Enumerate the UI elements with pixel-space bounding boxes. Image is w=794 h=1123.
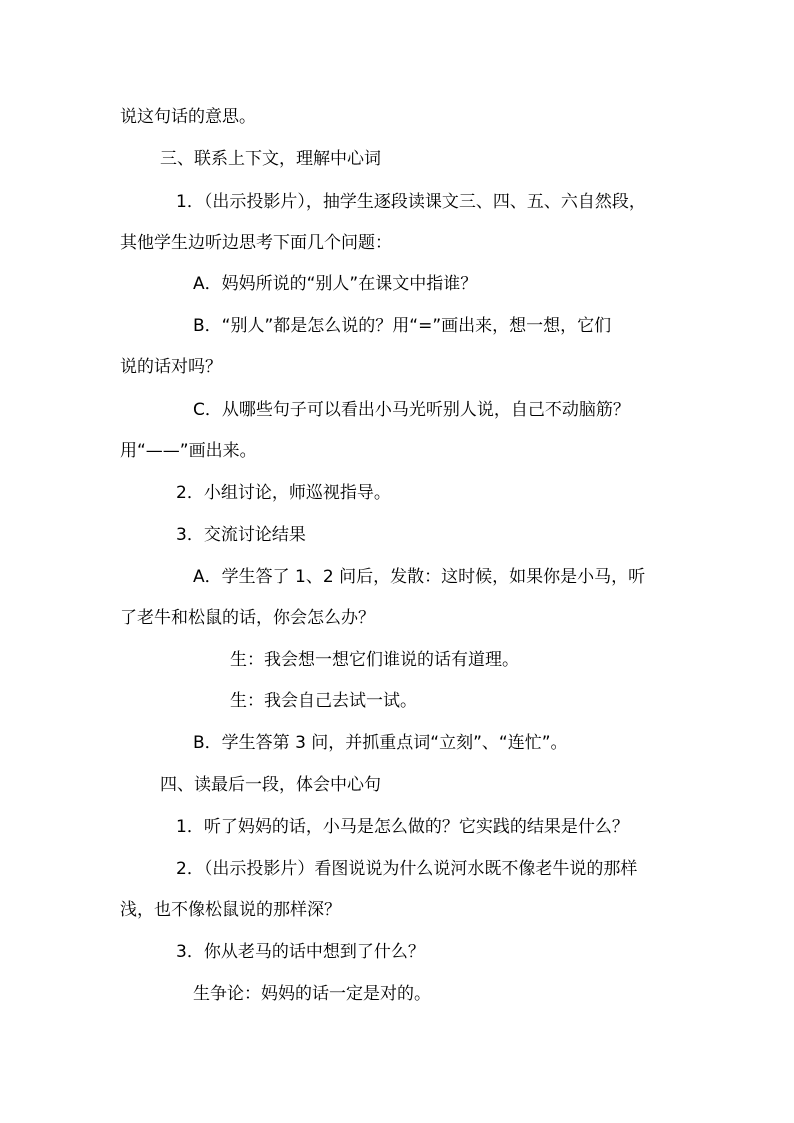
text-line: 了老牛和松鼠的话，你会怎么办？ [120,608,375,628]
question-line: B．学生答第 3 问，并抓重点词“立刻”、“连忙”。 [193,733,568,753]
text-line: 用“——”画出来。 [120,441,257,461]
student-answer: 生：我会想一想它们谁说的话有道理。 [230,650,519,670]
text-line: 2．小组讨论，师巡视指导。 [176,483,391,503]
text-line: 1．听了妈妈的话，小马是怎么做的？它实践的结果是什么？ [176,817,629,837]
text-line: 说的话对吗？ [120,357,222,377]
student-answer: 生争论：妈妈的话一定是对的。 [193,984,431,1004]
text-line: 其他学生边听边思考下面几个问题： [120,233,392,253]
text-line: 3．交流讨论结果 [176,525,306,545]
section-heading: 三、联系上下文，理解中心词 [160,149,381,169]
student-answer: 生：我会自己去试一试。 [230,691,417,711]
question-line: A．学生答了 1、2 问后，发散：这时候，如果你是小马，听 [193,567,646,587]
text-line: 2．（出示投影片）看图说说为什么说河水既不像老牛说的那样 [176,859,638,879]
section-heading: 四、读最后一段，体会中心句 [160,775,381,795]
text-line: 3．你从老马的话中想到了什么？ [176,942,425,962]
text-line: 1．（出示投影片），抽学生逐段读课文三、四、五、六自然段， [176,192,646,212]
question-line: A．妈妈所说的“别人”在课文中指谁？ [193,274,478,294]
text-line: 浅，也不像松鼠说的那样深？ [120,900,341,920]
question-line: B．“别人”都是怎么说的？用“=”画出来，想一想，它们 [193,316,612,336]
text-line: 说这句话的意思。 [120,107,256,127]
question-line: C．从哪些句子可以看出小马光听别人说，自己不动脑筋？ [193,400,630,420]
